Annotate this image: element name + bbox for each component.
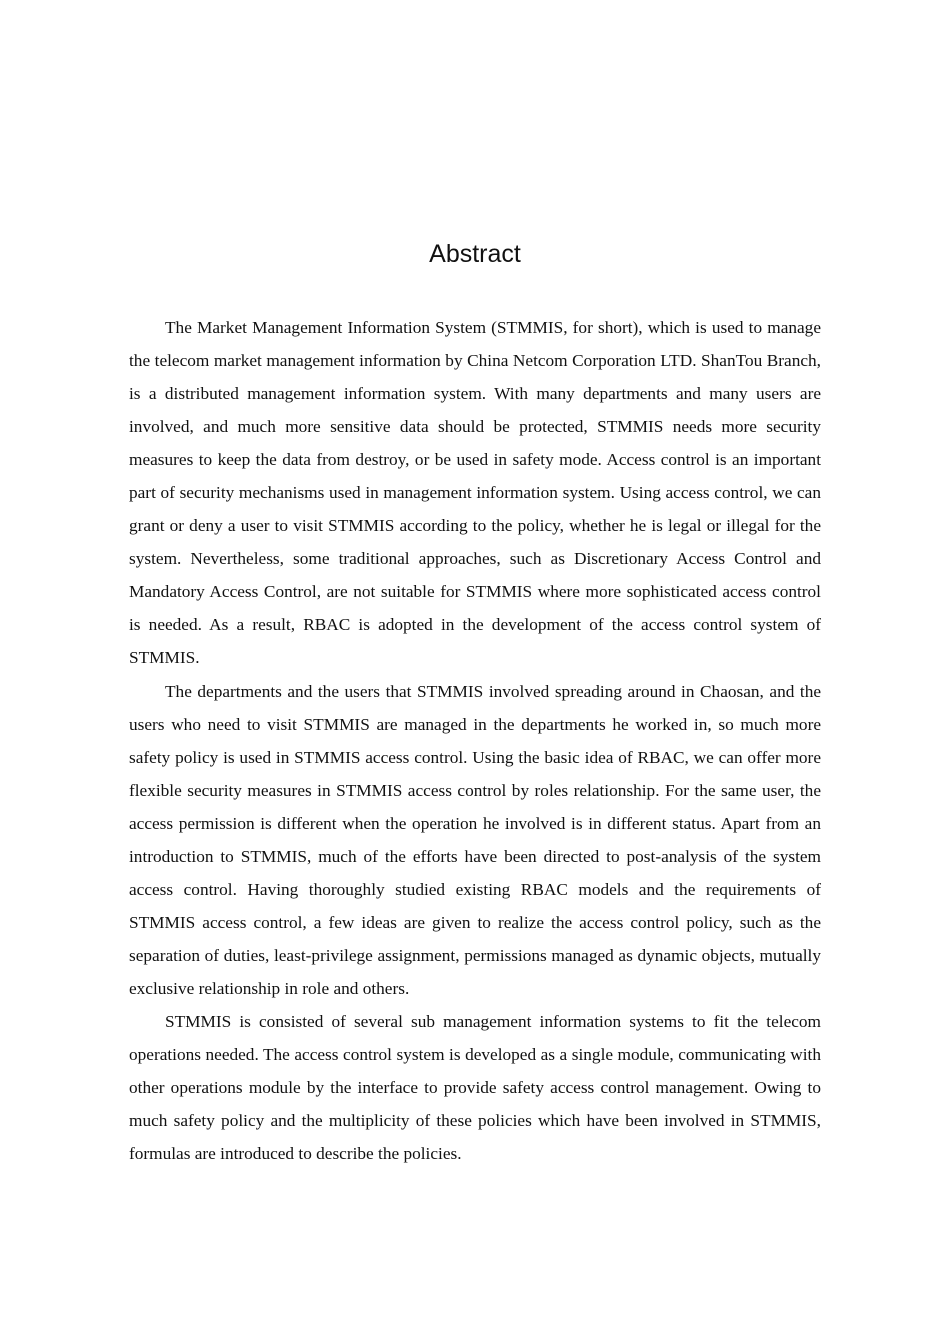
paragraph-2: The departments and the users that STMMIS involved spreading around in Chaosan, and the users who need to visit STMMIS are managed in the departments he worked in, so much more safety policy is used in STMMIS access control. Using the basic idea of RBAC, we can offer more flexible security measures in STMMIS access control by roles relationship. For the same user, the access permission is different when the operation he involved is in different status. Apart from an introduction to STMMIS, much of the efforts have been directed to post-analysis of the system access control. Having thoroughly studied existing RBAC models and the requirements of STMMIS access control, a few ideas are given to realize the access control policy, such as the separation of duties, least-privilege assignment, permissions managed as dynamic objects, mutually exclusive relationship in role and others. bbox=[129, 681, 821, 998]
paragraph-1: The Market Management Information System (STMMIS, for short), which is used to manage the telecom market management information by China Netcom Corporation LTD. ShanTou Branch, is a distributed management information system. With many departments and many users are involved, and much more sensitive data should be protected, STMMIS needs more security measures to keep the data from destroy, or be used in safety mode. Access control is an important part of security mechanisms used in management information system. Using access control, we can grant or deny a user to visit STMMIS according to the policy, whether he is legal or illegal for the system. Nevertheless, some traditional approaches, such as Discretionary Access Control and Mandatory Access Control, are not suitable for STMMIS where more sophisticated access control is needed. As a result, RBAC is adopted in the development of the access control system of STMMIS. bbox=[129, 318, 821, 668]
page-title: Abstract bbox=[429, 240, 521, 268]
abstract-body bbox=[129, 311, 821, 1170]
paragraph-3: STMMIS is consisted of several sub management information systems to fit the telecom operations needed. The access control system is developed as a single module, communicating with other operations module by the interface to provide safety access control management. Owing to much safety policy and the multiplicity of these policies which have been involved in STMMIS, formulas are introduced to describe the policies. bbox=[129, 1011, 821, 1164]
